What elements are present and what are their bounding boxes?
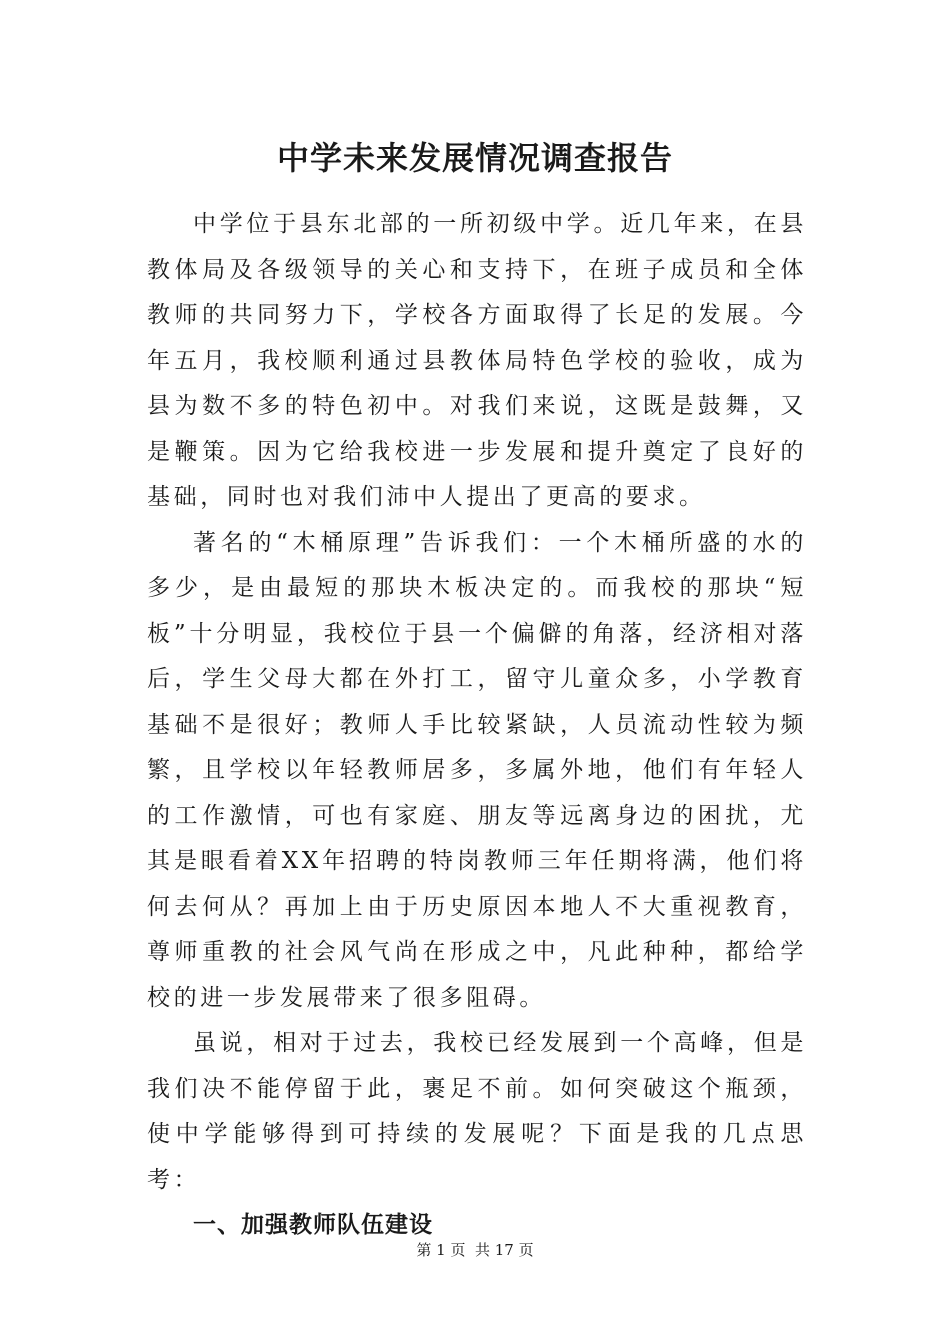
page-number: 第 1 页 — [416, 1241, 466, 1259]
page-footer — [0, 1238, 950, 1262]
section-heading: 一、加强教师队伍建设 — [193, 1212, 433, 1238]
document-body — [147, 202, 807, 1249]
paragraph-reflection: 虽说，相对于过去，我校已经发展到一个高峰，但是我们决不能停留于此，裹足不前。如何突破这个瓶颈，使中学能够得到可持续的发展呢？下面是我的几点思考： — [147, 1030, 807, 1193]
page-total: 共 17 页 — [475, 1241, 534, 1259]
document-title: 中学未来发展情况调查报告 — [276, 139, 673, 177]
paragraph-barrel-principle: 著名的“木桶原理”告诉我们：一个木桶所盛的水的多少，是由最短的那块木板决定的。而我校的那块“短板”十分明显，我校位于县一个偏僻的角落，经济相对落后，学生父母大都在外打工，留守儿童众多，小学教育基础不是很好；教师人手比较紧缺，人员流动性较为频繁，且学校以年轻教师居多，多属外地，他们有年轻人的工作激情，可也有家庭、朋友等远离身边的困扰，尤其是眼看着XX年招聘的特岗教师三年任期将满，他们将何去何从？再加上由于历史原因本地人不大重视教育，尊师重教的社会风气尚在形成之中，凡此种种，都给学校的进一步发展带来了很多阻碍。 — [147, 529, 807, 1011]
paragraph-intro: 中学位于县东北部的一所初级中学。近几年来，在县教体局及各级领导的关心和支持下，在班子成员和全体教师的共同努力下，学校各方面取得了长足的发展。今年五月，我校顺利通过县教体局特色学校的验收，成为县为数不多的特色初中。对我们来说，这既是鼓舞，又是鞭策。因为它给我校进一步发展和提升奠定了良好的基础，同时也对我们沛中人提出了更高的要求。 — [147, 211, 807, 510]
